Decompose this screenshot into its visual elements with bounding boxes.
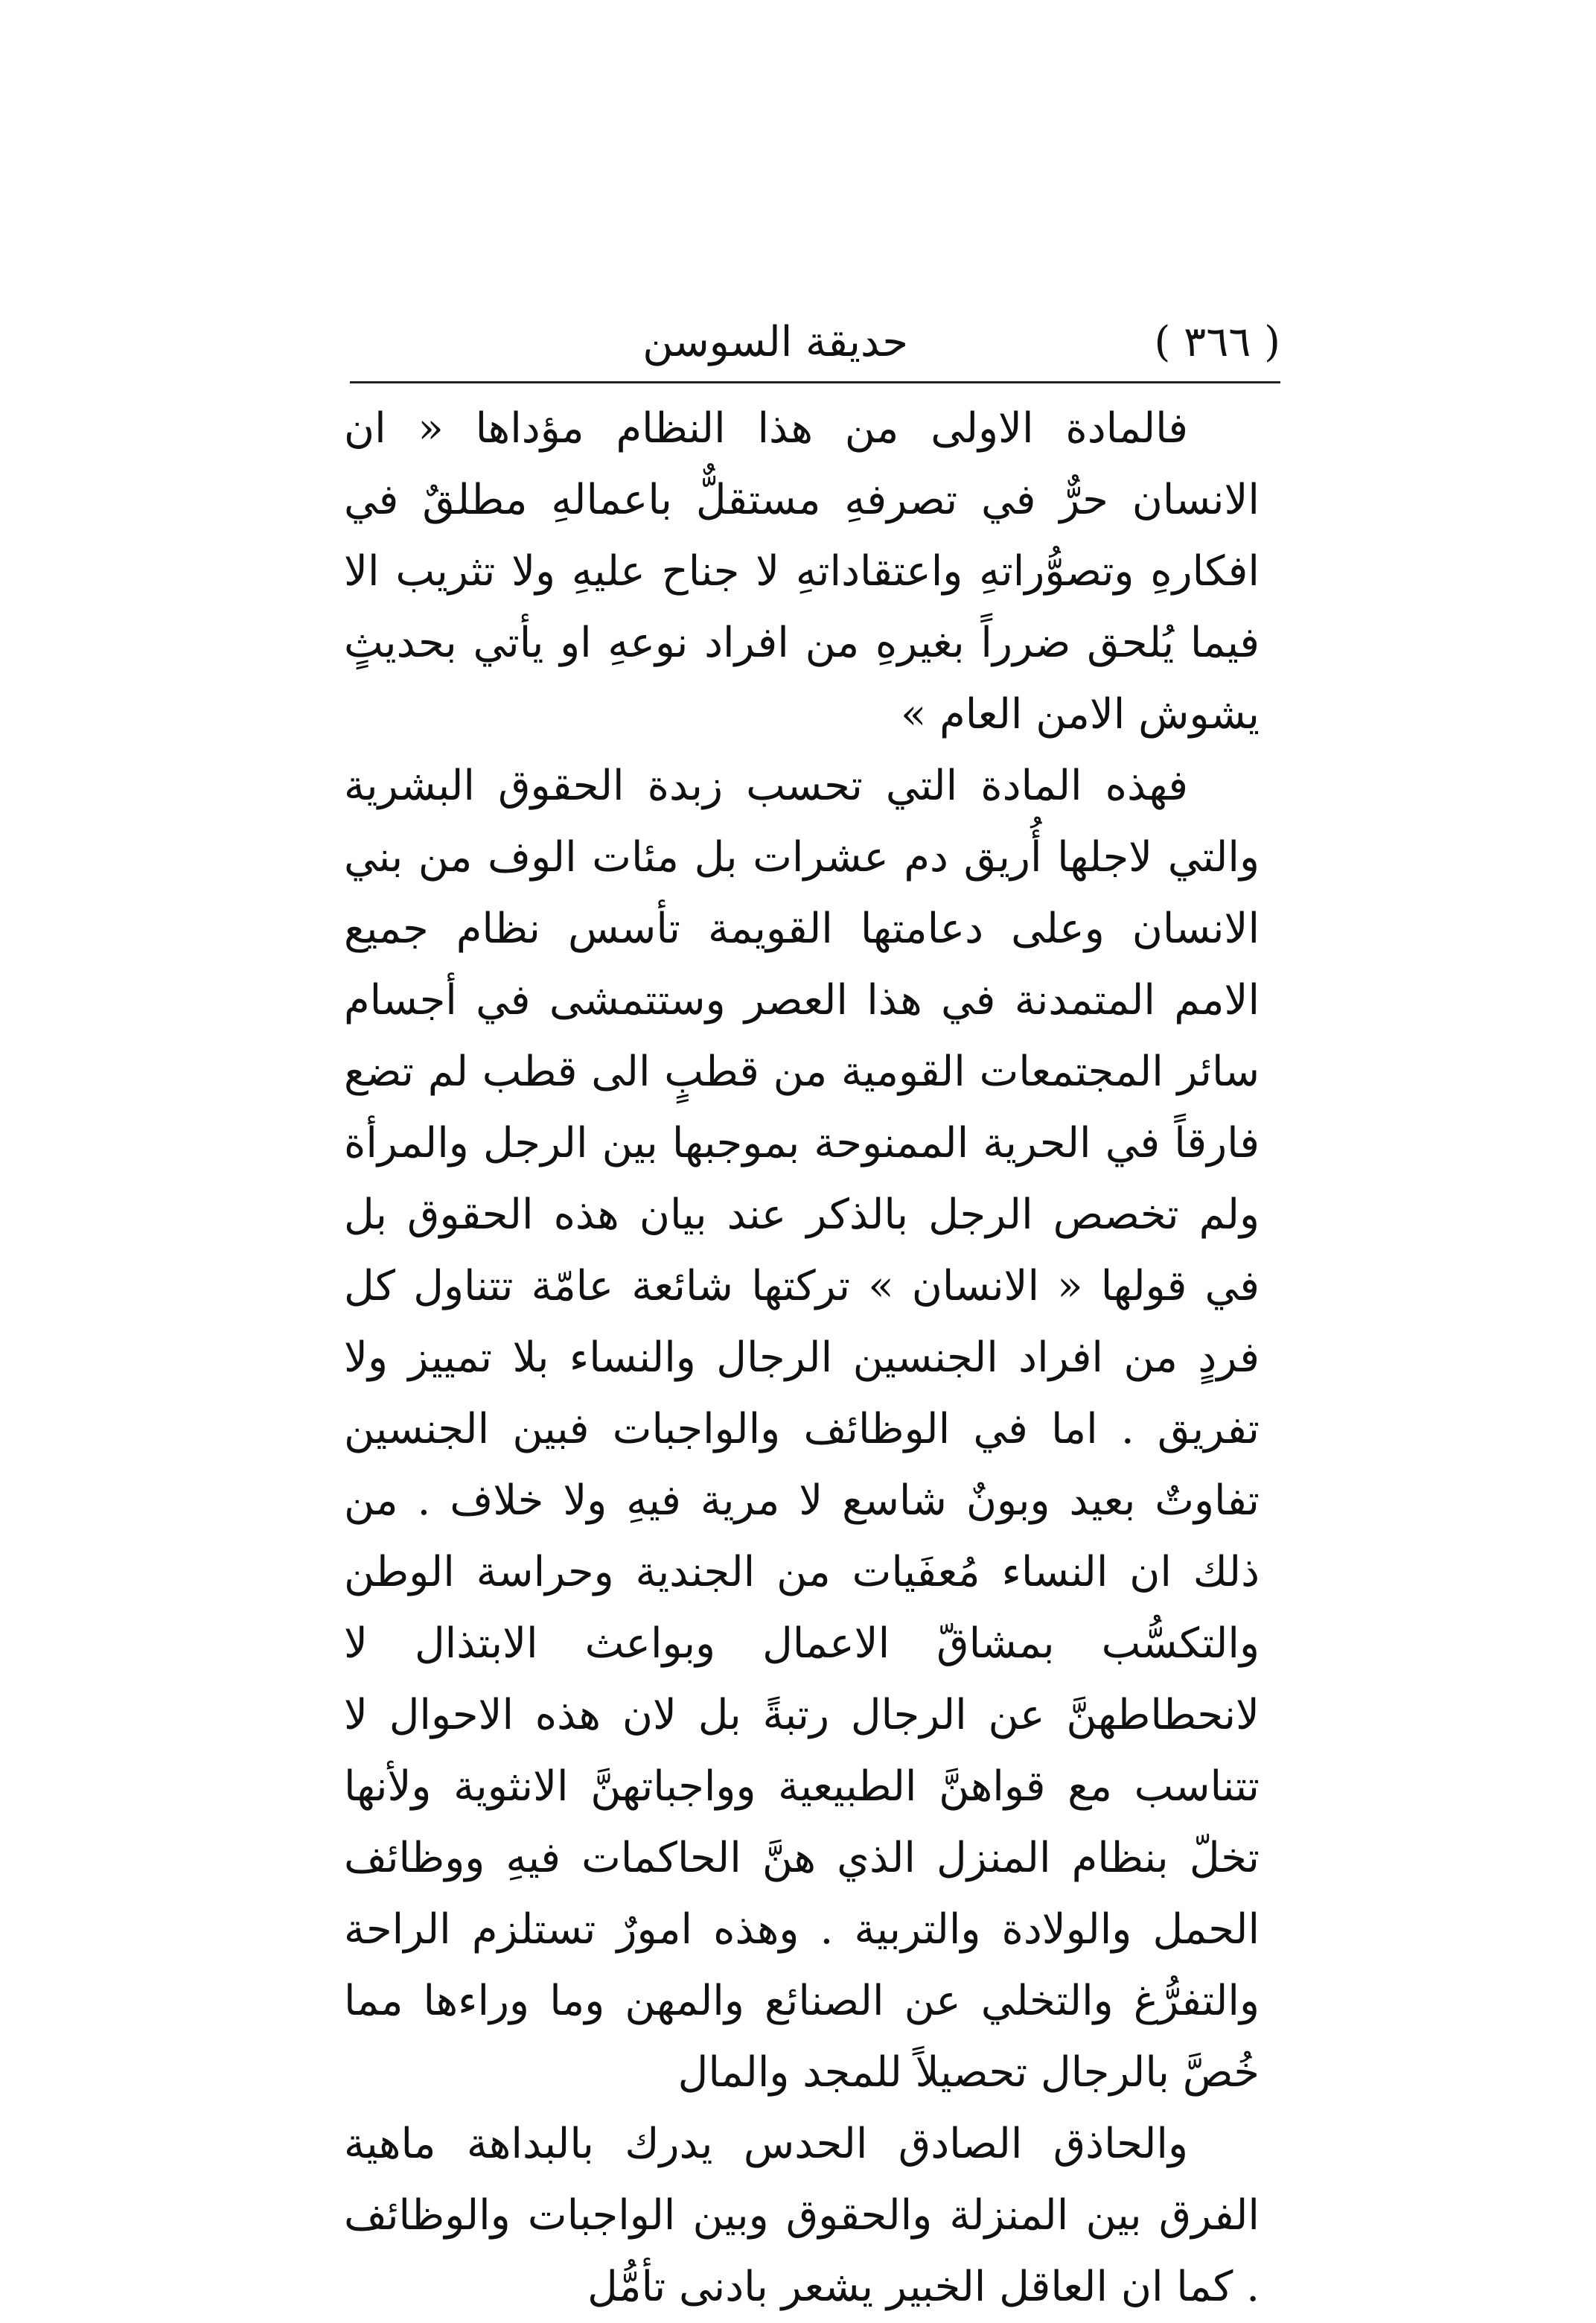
header-rule bbox=[350, 381, 1280, 383]
paragraph-2: فهذه المادة التي تحسب زبدة الحقوق البشرية والتي لاجلها أُريق دم عشرات بل مئات الوف من بني الانسان وعلى دعامتها القويمة تأسس نظام جميع الامم المتمدنة في هذا العصر وستتمشى في أجسام سائر المجتمعات القومية من قطبٍ الى قطب لم تضع فارقاً في الحرية الممنوحة بموجبها بين الرجل والمرأة ولم تخصص الرجل بالذكر عند بيان هذه الحقوق بل في قولها « الانسان » تركتها شائعة عامّة تتناول كل فردٍ من افراد الجنسين الرجال والنساء بلا تمييز ولا تفريق . اما في الوظائف والواجبات فبين الجنسين تفاوتٌ بعيد وبونٌ شاسع لا مرية فيهِ ولا خلاف . من ذلك ان النساء مُعفَيات من الجندية وحراسة الوطن والتكسُّب بمشاقّ الاعمال وبواعث الابتذال لا لانحطاطهنَّ عن الرجال رتبةً بل لان هذه الاحوال لا تتناسب مع قواهنَّ الطبيعية وواجباتهنَّ الانثوية ولأنها تخلّ بنظام المنزل الذي هنَّ الحاكمات فيهِ ووظائف الحمل والولادة والتربية . وهذه امورٌ تستلزم الراحة والتفرُّغ والتخلي عن الصنائع والمهن وما وراءها مما خُصَّ بالرجال تحصيلاً للمجد والمال bbox=[344, 762, 1260, 2097]
running-title: حديقة السوسن bbox=[642, 318, 908, 366]
paragraph-3: والحاذق الصادق الحدس يدرك بالبداهة ماهية الفرق بين المنزلة والحقوق وبين الواجبات والوظائف . كما ان العاقل الخبير يشعر بادنى تأمُّل bbox=[344, 2120, 1260, 2311]
page-number: ( ٣٦٦ ) bbox=[1154, 318, 1280, 366]
paragraph-1: فالمادة الاولى من هذا النظام مؤداها « ان الانسان حرٌّ في تصرفهِ مستقلٌّ باعمالهِ مطلقٌ في افكارهِ وتصوُّراتهِ واعتقاداتهِ لا جناح عليهِ ولا تثريب الا فيما يُلحق ضرراً بغيرهِ من افراد نوعهِ او يأتي بحديثٍ يشوش الامن العام » bbox=[344, 404, 1260, 739]
body-text bbox=[344, 393, 1260, 2323]
page-header bbox=[350, 305, 1280, 380]
